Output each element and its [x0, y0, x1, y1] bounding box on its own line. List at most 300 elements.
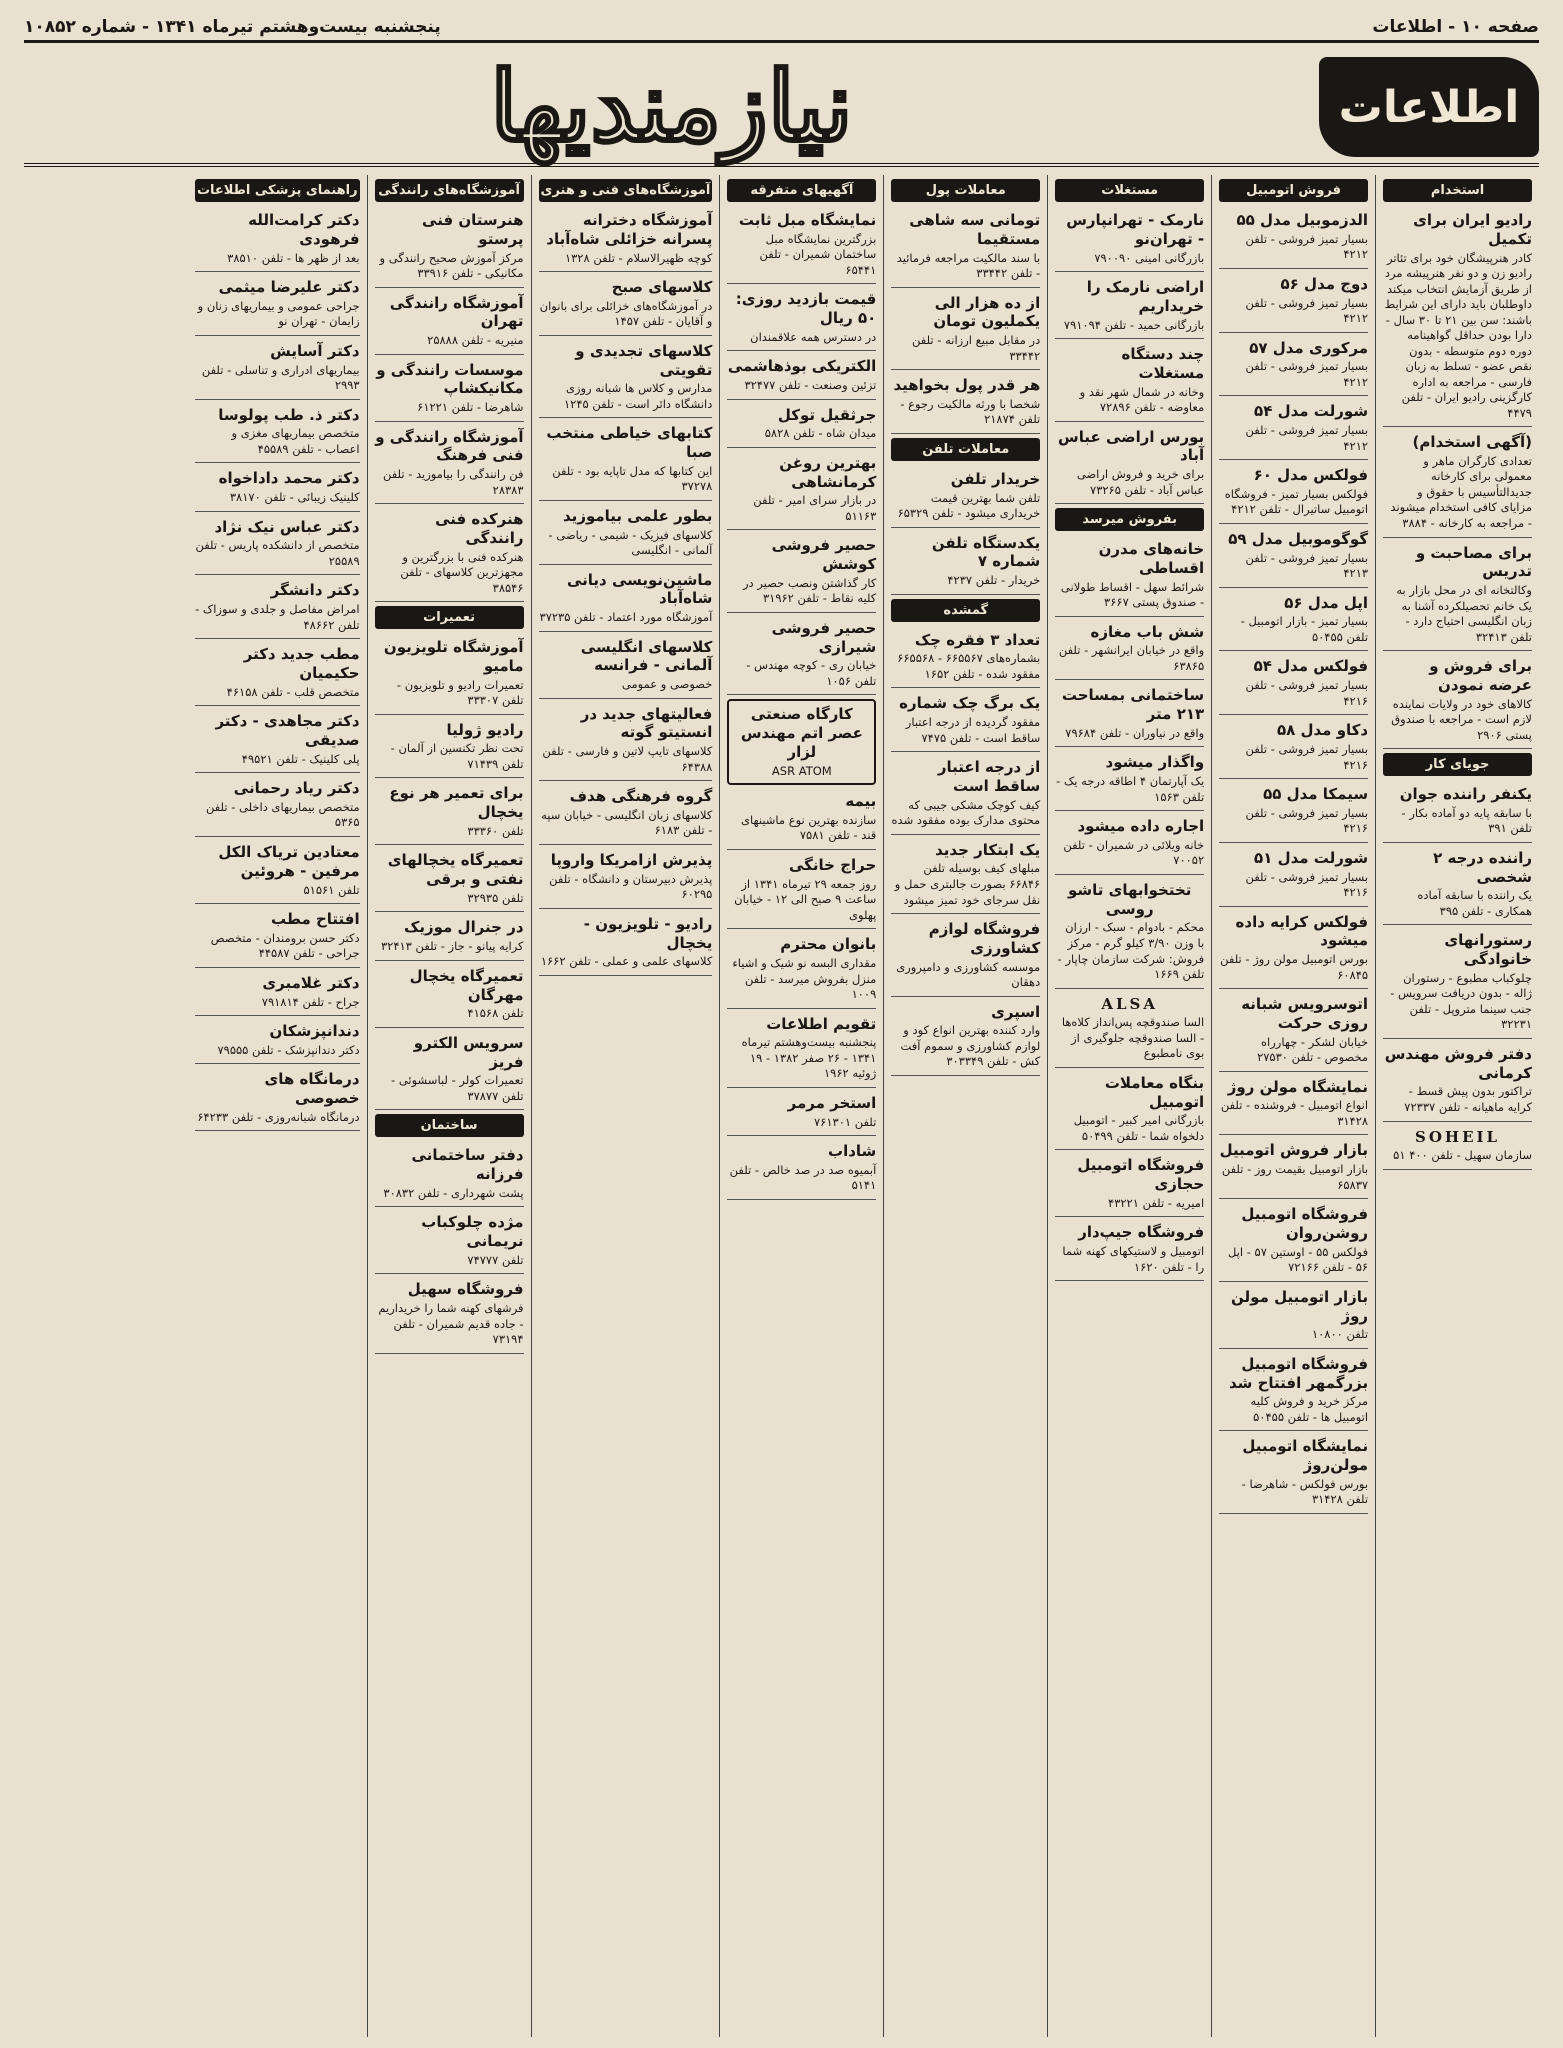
ad-body: تعمیرات کولر - لباسشوئی - تلفن ۳۷۸۷۷	[391, 1073, 524, 1103]
classified-ad	[1055, 1071, 1204, 1151]
ad-title: از ده هزار الی یکملیون تومان	[933, 293, 1041, 331]
ad-body: تلفن ۳۲۹۳۵	[467, 890, 524, 905]
classified-ad	[1055, 992, 1204, 1068]
ad-title: شاداب	[828, 1142, 877, 1161]
ad-body: مقداری البسه نو شیک و اشیاء منزل بفروش میرسد - تلفن ۱۰۰۹	[732, 956, 877, 1002]
ad-title: یکنفر راننده جوان	[1399, 785, 1532, 804]
ad-title: تومانی سه شاهی مستقیما	[909, 211, 1041, 248]
ad-title: فولکس کرایه داده میشود	[1235, 912, 1369, 950]
ad-title: دکتر ذ. طب پولوسا	[218, 405, 360, 424]
ad-body: کیف کوچک مشکی جیبی که محتوی مدارک بوده مفقود شده	[891, 797, 1041, 828]
ad-body: پنجشنبه بیست‌وهشتم تیرماه ۱۳۴۱ - ۲۶ صفر ۱۳۸۲ - ۱۹ ژوئیه ۱۹۶۲	[741, 1035, 877, 1081]
classified-ad	[727, 451, 876, 531]
column-1	[1211, 175, 1375, 2037]
ad-title: تعمیرگاه یخچال مهرگان	[409, 966, 524, 1004]
ad-body: خریدار - تلفن ۴۲۳۷	[947, 573, 1041, 588]
ad-title: الکتریکی بوذهاشمی	[727, 357, 877, 376]
classified-ad	[375, 781, 524, 845]
classified-ad	[1219, 1285, 1368, 1349]
ad-title: بورس اراضی عباس آباد	[1058, 427, 1205, 465]
ad-title: دکتر مجاهدی - دکتر صدیقی	[215, 712, 360, 749]
ad-title: خانه‌های مدرن اقساطی	[1098, 540, 1205, 577]
ad-body: کلینیک زیبائی - تلفن ۳۸۱۷۰	[229, 490, 360, 505]
ad-body: بورس اتومبیل مولن روژ - تلفن ۶۰۸۴۵	[1220, 952, 1369, 982]
classified-ad	[727, 1012, 876, 1088]
column-heading: آموزشگاه‌های فنی و هنری	[539, 179, 713, 202]
ad-title: رستورانهای خانوادگی	[1444, 931, 1532, 969]
ad-body: مرکز خرید و فروش کلیه اتومبیل ها - تلفن ۵۰۴۵۵	[1250, 1394, 1369, 1424]
ad-title: بانوان محترم	[780, 935, 877, 954]
ad-body: خیابان لشکر - چهارراه مخصوص - تلفن ۲۷۵۳۰	[1257, 1034, 1369, 1065]
ad-title: فروشگاه اتومبیل روشن‌روان	[1241, 1205, 1369, 1242]
column-heading: معاملات پول	[891, 179, 1040, 202]
ad-title: خریدار تلفن	[950, 469, 1041, 488]
ad-body: وکالتخانه ای در محل بازار به یک خانم تحصیلکرده آشنا به زبان انگلیسی احتیاج دارد - تلفن ۳۲۴۱۳	[1396, 583, 1532, 644]
classified-ad	[1219, 1138, 1368, 1199]
classified-ad	[1055, 814, 1204, 875]
classified-ad	[727, 699, 876, 785]
ad-title: حراج خانگی	[789, 855, 877, 874]
ad-title: سرویس الکترو فریز	[413, 1033, 524, 1071]
column-7	[188, 175, 367, 2037]
classified-ad	[1219, 1075, 1368, 1136]
ad-title: کلاسهای تجدیدی و تقویتی	[575, 341, 713, 379]
ad-body: منیریه - تلفن ۲۵۸۸۸	[427, 333, 524, 348]
classified-ad	[375, 1031, 524, 1111]
ad-body: پذیرش دبیرستان و دانشگاه - تلفن ۶۰۲۹۵	[549, 871, 713, 902]
ad-title: (آگهی استخدام)	[1412, 433, 1532, 452]
classified-ad	[195, 642, 360, 706]
classified-ad	[1055, 750, 1204, 811]
ad-body: تعدادی کارگران ماهر و معمولی برای کارخانه جدیدالتأسیس با حقوق و مزایای کافی استخدام میشوند - مراجعه به کارخانه - ۳۸۸۴	[1390, 453, 1532, 530]
ad-title: فروشگاه جیپ‌دار	[1078, 1223, 1205, 1242]
ad-title: نارمک - تهرانپارس - تهران‌نو	[1066, 211, 1205, 248]
ad-body: واقع در خیابان ایرانشهر - تلفن ۶۳۸۶۵	[1058, 643, 1205, 673]
ad-body: فن رانندگی را بیاموزید - تلفن ۲۸۳۸۳	[382, 467, 524, 497]
ad-body: اتومبیل و لاستیکهای کهنه شما را - تلفن ۱۶۲۰	[1062, 1244, 1205, 1274]
ad-title: دندانپزشکان	[269, 1022, 360, 1041]
ad-body: بورس فولکس - شاهرضا - تلفن ۳۱۴۲۸	[1241, 1476, 1369, 1507]
classified-ad	[539, 339, 713, 419]
ad-body: موسسه کشاورزی و دامپروری دهقان	[896, 959, 1041, 990]
ad-body: کادر هنرپیشگان خود برای تئاتر رادیو زن و دو نفر هنرپیشه مرد از طریق آزمایش انتخاب میکند داوطلبان باید دارای این شرایط باشند: سن بین ۲۱ تا ۳۰ سال - دارا بودن حداقل گواهینامه دوره دوم متوسطه - بدون نقص عضو - تسلط به زبان فارسی - مراجعه به اداره کارگزینی رادیو ایران - تلفن ۴۴۷۹	[1384, 250, 1532, 420]
ad-title: دکتر دانشگر	[270, 581, 360, 600]
column-4	[719, 175, 883, 2037]
classified-ad	[891, 1000, 1040, 1076]
ad-title: هنرکده فنی رانندگی	[435, 510, 524, 547]
column-heading: آگهیهای متفرقه	[727, 179, 876, 202]
classified-ad	[539, 208, 713, 272]
classified-ad	[539, 568, 713, 632]
ad-title: بهترین روغن کرمانشاهی	[779, 453, 877, 491]
ad-body: متخصص بیماریهای داخلی - تلفن ۵۳۶۵	[205, 799, 360, 830]
classified-ad	[1383, 1125, 1532, 1170]
ad-body: در بازار سرای امیر - تلفن ۵۱۱۶۳	[753, 493, 877, 523]
ad-title: موسسات رانندگی و مکانیکشاپ	[376, 360, 524, 398]
ad-title: فروشگاه سهیل	[407, 1280, 524, 1299]
ad-title: فعالیتهای جدید در انستیتو گوته	[580, 704, 713, 742]
classified-ad	[375, 291, 524, 355]
classified-ad	[1383, 846, 1532, 926]
ad-title: گروه فرهنگی هدف	[569, 787, 713, 806]
ad-body: محکم - بادوام - سبک - ارزان با وزن ۳/۹۰ کیلو گرم - مرکز فروش: شرکت سازمان چاپار - تلفن ۱۶۶۹	[1057, 920, 1205, 982]
classified-ad	[539, 702, 713, 782]
classified-ad	[891, 208, 1040, 288]
classified-ad	[1383, 654, 1532, 749]
ad-title: مرکوری مدل ۵۷	[1249, 338, 1369, 357]
ad-title: آموزشگاه دخترانه پسرانه خزائلی شاه‌آباد	[546, 211, 713, 248]
masthead-banner	[24, 51, 1539, 167]
classified-ad	[1383, 1042, 1532, 1122]
ad-title: حصیر فروشی شیرازی	[771, 618, 877, 656]
ad-title: نمایشگاه اتومبیل مولن‌روژ	[1242, 1437, 1369, 1475]
classified-ad	[539, 848, 713, 909]
ad-title: تقویم اطلاعات	[766, 1014, 877, 1033]
ad-title: یک ابتکار جدید	[935, 840, 1041, 859]
ad-body: تعمیرات رادیو و تلویزیون - تلفن ۳۳۳۰۷	[396, 677, 524, 708]
classified-ad	[1055, 275, 1204, 339]
ad-body: با سابقه پایه دو آماده بکار - تلفن ۳۹۱	[1401, 805, 1532, 836]
classified-ad	[891, 691, 1040, 752]
classified-ad	[195, 840, 360, 904]
classified-ad	[375, 1277, 524, 1353]
classified-ad	[195, 208, 360, 272]
ad-title: نمایشگاه مبل ثابت	[738, 211, 877, 229]
ad-body: وارد کننده بهترین انواع کود و لوازم کشاورزی و سموم آفت کش - تلفن ۳۰۳۳۴۹	[900, 1023, 1041, 1069]
ad-title: در جنرال موزیک	[404, 918, 524, 937]
ad-body: بسیار تمیز فروشی - تلفن ۴۲۱۲	[1245, 359, 1369, 389]
classified-ad	[727, 403, 876, 448]
ad-body: متخصص قلب - تلفن ۴۶۱۵۸	[226, 684, 360, 699]
ad-title: درمانگاه های خصوصی	[264, 1070, 360, 1108]
classified-ad	[727, 853, 876, 929]
classified-ad	[539, 784, 713, 845]
page-header	[24, 14, 1539, 43]
classified-ad	[727, 616, 876, 696]
ad-title: آموزشگاه رانندگی و فنی فرهنگ	[375, 427, 524, 465]
ad-title: آموزشگاه تلویزیون مامیو	[383, 638, 524, 675]
classified-ad	[539, 912, 713, 976]
ad-body: بعد از ظهر ها - تلفن ۳۸۵۱۰	[227, 250, 360, 265]
classified-ad	[195, 515, 360, 576]
ad-body: کالاهای خود در ولایات نماینده لازم است - مراجعه با صندوق پستی ۲۹۰۶	[1391, 696, 1532, 742]
ad-body: سازمان سهیل - تلفن ۴۰۰ ۵۱	[1393, 1148, 1532, 1163]
classified-ad	[1219, 910, 1368, 990]
ad-title: دکتر محمد داداخواه	[218, 469, 360, 488]
ad-title: فروشگاه اتومبیل بزرگمهر افتتاح شد	[1228, 1354, 1369, 1392]
classified-ad	[375, 848, 524, 912]
ad-body: ASR ATOM	[771, 763, 832, 778]
ad-title: اپل مدل ۵۶	[1284, 593, 1369, 612]
ad-body: تلفن ۷۶۱۳۰۱	[813, 1114, 877, 1129]
ad-body: بازرگانی امیر کبیر - اتومبیل دلخواه شما - تلفن ۵۰۴۹۹	[1073, 1113, 1205, 1143]
ad-title: مژده چلوکباب نریمانی	[421, 1213, 524, 1251]
column-3	[883, 175, 1047, 2037]
ad-title: دکتر ریاد رحمانی	[233, 779, 360, 798]
ad-title: کلاسهای انگلیسی آلمانی - فرانسه	[580, 637, 713, 675]
ad-title: کلاسهای صبح	[611, 278, 713, 297]
classified-ad	[375, 208, 524, 288]
ad-body: فولکس ۵۵ - اوستین ۵۷ - اپل ۵۶ - تلفن ۷۲۱۶۶	[1227, 1244, 1369, 1275]
classified-ad	[1219, 399, 1368, 460]
classified-ad	[891, 628, 1040, 689]
classified-ad	[375, 635, 524, 715]
column-heading: فروش اتومبیل	[1219, 179, 1368, 202]
ad-title: ماشین‌نویسی دیانی شاه‌آباد	[566, 570, 713, 608]
ad-body: خیابان ری - کوچه مهندس - تلفن ۱۰۵۶	[746, 658, 877, 688]
ad-body: کرایه پیانو - جاز - تلفن ۳۲۴۱۳	[380, 939, 524, 954]
ad-title: هر قدر پول بخواهید	[893, 376, 1041, 395]
ad-body: بسیار تمیز فروشی - تلفن ۴۲۱۳	[1245, 550, 1369, 581]
classifieds-columns	[24, 175, 1539, 2037]
classified-ad	[375, 964, 524, 1028]
ad-body: بشماره‌های ۶۶۵۵۶۷ - ۶۶۵۵۶۸ مفقود شده - تلفن ۱۶۵۲	[897, 651, 1041, 681]
ad-body: فرشهای کهنه شما را خریداریم - جاده قدیم شمیران - تلفن ۷۳۱۹۴	[378, 1301, 524, 1347]
classified-ad	[891, 838, 1040, 914]
classified-ad	[1219, 463, 1368, 524]
ad-title: بیمه	[845, 792, 877, 811]
ad-title: فولکس مدل ۶۰	[1253, 466, 1369, 485]
ad-body: مرکز آموزش صحیح رانندگی و مکانیکی - تلفن ۳۳۹۱۶	[379, 250, 524, 281]
ad-body: بسیار تمیز فروشی - تلفن ۴۲۱۲	[1245, 423, 1369, 453]
classified-ad	[375, 718, 524, 779]
classified-ad	[727, 1091, 876, 1136]
ad-title: آموزشگاه رانندگی تهران	[389, 293, 524, 331]
ad-title: بازار اتومبیل مولن روژ	[1231, 1287, 1369, 1325]
ad-title: قیمت بازدید روزی: ۵۰ ریال	[735, 290, 877, 328]
classified-ad	[375, 507, 524, 602]
ad-title: SOHEIL	[1415, 1127, 1501, 1146]
ad-body: با سند مالکیت مراجعه فرمائید - تلفن ۳۳۴۴۲	[896, 250, 1041, 281]
classified-ad	[539, 275, 713, 336]
column-6	[367, 175, 531, 2037]
classified-ad	[1219, 718, 1368, 779]
ad-title: دکتر عباس نیک نژاد	[214, 517, 360, 536]
ad-body: شخصا با ورثه مالکیت رجوع - تلفن ۲۱۸۷۴	[900, 396, 1041, 427]
ad-title: شورلت مدل ۵۴	[1254, 402, 1369, 421]
ad-title: دکتر آسایش	[270, 341, 360, 360]
ad-title: پذیرش ازامریکا واروپا	[550, 850, 713, 869]
ad-title: ساختمانی بمساحت ۲۱۳ متر	[1061, 686, 1205, 724]
ad-body: وخانه در شمال شهر نقد و معاوضه - تلفن ۷۲۸۹۶	[1079, 384, 1205, 415]
ad-title: اسپری	[991, 1002, 1041, 1021]
classified-ad	[727, 354, 876, 399]
ad-title: واگذار میشود	[1105, 753, 1205, 772]
ad-body: جراحی عمومی و بیماریهای زنان و زایمان - تهران نو	[197, 298, 360, 329]
ad-title: گوگوموبیل مدل ۵۹	[1228, 529, 1369, 548]
classified-ad	[1383, 782, 1532, 843]
ad-title: تعمیرگاه یخچالهای نفتی و برقی	[387, 851, 524, 889]
ad-title: معتادین تریاک الکل مرفین - هروئین	[218, 843, 360, 880]
ad-body: در دسترس همه علاقمندان	[750, 329, 877, 344]
ad-body: بازار اتومبیل بقیمت روز - تلفن ۶۵۸۳۷	[1221, 1162, 1369, 1192]
classified-ad	[891, 291, 1040, 371]
ad-title: بطور علمی بیاموزید	[563, 506, 713, 525]
ad-title: کتابهای خیاطی منتخب صبا	[546, 424, 713, 462]
classified-ad	[891, 917, 1040, 997]
classified-ad	[1219, 272, 1368, 333]
ad-body: چلوکباب مطبوع - رستوران ژاله - بدون دریافت سرویس - جنب سینما متروپل - تلفن ۳۲۲۳۱	[1390, 970, 1532, 1032]
classified-ad	[195, 1019, 360, 1064]
classified-ad	[1219, 782, 1368, 843]
classified-ad	[539, 504, 713, 565]
section-masthead: نیازمندیها	[490, 50, 853, 163]
classified-ad	[195, 709, 360, 773]
ad-title: فروشگاه لوازم کشاورزی	[928, 920, 1041, 957]
section-heading: گمشده	[891, 599, 1040, 622]
ad-body: دکتر حسن برومندان - متخصص جراحی - تلفن ۴۴۵۸۷	[210, 930, 360, 961]
classified-ad	[1219, 591, 1368, 652]
column-heading: آموزشگاه‌های رانندگی	[375, 179, 524, 202]
ad-body: دکتر دندانپزشک - تلفن ۷۹۵۵۵	[217, 1042, 360, 1057]
ad-body: امیریه - تلفن ۴۳۲۲۱	[1108, 1195, 1205, 1210]
ad-title: فولکس مدل ۵۴	[1253, 657, 1369, 676]
ad-body: آبمیوه صد در صد خالص - تلفن ۵۱۴۱	[729, 1162, 877, 1193]
ad-body: بزرگترین نمایشگاه مبل ساختمان شمیران - تلفن ۶۵۴۴۱	[759, 231, 877, 277]
classified-ad	[891, 467, 1040, 528]
ad-body: انواع اتومبیل - فروشنده - تلفن ۳۱۴۲۸	[1220, 1098, 1369, 1128]
ad-title: ALSA	[1101, 994, 1159, 1013]
classified-ad	[1219, 527, 1368, 588]
ad-title: شش باب مغازه	[1090, 622, 1205, 641]
ad-title: یک برگ چک شماره	[899, 694, 1041, 713]
classified-ad	[1219, 1202, 1368, 1282]
ad-body: کلاسهای علمی و عملی - تلفن ۱۶۶۲	[540, 954, 713, 969]
classified-ad	[1055, 342, 1204, 422]
ad-body: بسیار تمیز فروشی - تلفن ۴۲۱۲	[1245, 231, 1369, 262]
column-0	[1375, 175, 1539, 2037]
classified-ad	[1055, 878, 1204, 989]
classified-ad	[727, 1139, 876, 1200]
ad-body: تلفن ۳۳۳۶۰	[467, 823, 524, 838]
ad-title: دفتر ساختمانی فرزانه	[411, 1146, 524, 1184]
section-heading: معاملات تلفن	[891, 438, 1040, 461]
classified-ad	[1383, 928, 1532, 1039]
classified-ad	[375, 1143, 524, 1207]
ad-body: هنرکده فنی با بزرگترین و مجهزترین کلاسهای - تلفن ۳۸۵۴۶	[400, 549, 524, 595]
ad-body: تلفن ۱۰۸۰۰	[1311, 1327, 1369, 1342]
ad-body: برای خرید و فروش اراضی عباس آباد - تلفن ۷۳۲۶۵	[1076, 467, 1205, 497]
ad-title: راننده درجه ۲ شخصی	[1433, 848, 1532, 886]
classified-ad	[1055, 537, 1204, 617]
section-heading: ساختمان	[375, 1114, 524, 1137]
ad-body: السا صندوقچه پس‌انداز کلاه‌ها - السا صندوقچه جلوگیری از بوی نامطبوع	[1061, 1015, 1205, 1061]
page-header-right: صفحه ۱۰ - اطلاعات	[1372, 17, 1539, 37]
ad-body: بازرگانی حمید - تلفن ۷۹۱۰۹۴	[1063, 317, 1205, 332]
classified-ad	[1219, 1352, 1368, 1432]
ad-body: آموزشگاه مورد اعتماد - تلفن ۳۷۲۳۵	[539, 610, 713, 625]
column-2	[1047, 175, 1211, 2037]
ad-title: بازار فروش اتومبیل	[1219, 1141, 1369, 1160]
ad-title: چند دستگاه مستغلات	[1121, 345, 1205, 382]
ad-body: تحت نظر تکنسین از آلمان - تلفن ۷۱۴۳۹	[390, 741, 524, 771]
classified-ad	[727, 789, 876, 850]
classified-ad	[1055, 208, 1204, 272]
ad-body: یک آپارتمان ۴ اطاقه درجه یک - تلفن ۱۵۶۳	[1056, 774, 1205, 804]
classified-ad	[195, 578, 360, 639]
column-heading: راهنمای پزشکی اطلاعات	[195, 179, 360, 202]
ad-title: بنگاه معاملات اتومبیل	[1104, 1073, 1205, 1111]
ad-title: یکدستگاه تلفن شماره ۷	[931, 533, 1041, 571]
classified-ad	[1219, 846, 1368, 907]
classified-ad	[195, 466, 360, 511]
ad-title: مطب جدید دکتر حکیمیان	[243, 645, 360, 682]
ad-body: تراکتور بدون پیش قسط - کرایه ماهیانه - تلفن ۷۲۳۳۷	[1404, 1084, 1532, 1114]
ad-body: کلاسهای زبان انگلیسی - خیابان سپه - تلفن ۶۱۸۳	[541, 807, 713, 838]
ad-title: دکتر کرامت‌الله فرهودی	[248, 211, 360, 248]
ad-body: کوچه ظهیرالاسلام - تلفن ۱۳۲۸	[564, 250, 713, 265]
ad-title: اتوسرویس شبانه روزی حرکت	[1241, 995, 1369, 1032]
classified-ad	[1219, 1434, 1368, 1514]
ad-title: رادیو ژولیا	[446, 720, 524, 739]
ad-body: جراح - تلفن ۷۹۱۸۱۴	[261, 994, 360, 1009]
section-heading: تعمیرات	[375, 606, 524, 629]
ad-body: تلفن ۴۱۵۶۸	[467, 1006, 524, 1021]
classified-ad	[195, 907, 360, 968]
ad-title: دکتر غلامبری	[262, 973, 360, 992]
classified-ad	[1055, 1220, 1204, 1281]
ad-title: برای مصاحبت و تدریس	[1415, 543, 1532, 581]
ad-body: خانه ویلائی در شمیران - تلفن ۷۰۰۵۲	[1063, 837, 1205, 868]
classified-ad	[195, 403, 360, 464]
ad-body: بسیار تمیز فروشی - تلفن ۴۲۱۲	[1245, 295, 1369, 326]
classified-ad	[891, 755, 1040, 835]
classified-ad	[195, 275, 360, 336]
classified-ad	[1219, 654, 1368, 715]
classified-ad	[727, 533, 876, 613]
classified-ad	[195, 1067, 360, 1131]
ad-title: الدزموبیل مدل ۵۵	[1236, 211, 1369, 229]
ad-body: پشت شهرداری - تلفن ۳۰۸۳۲	[383, 1185, 524, 1200]
classified-ad	[727, 287, 876, 351]
classified-ad	[375, 425, 524, 505]
ad-body: این کتابها که مدل تاپایه بود - تلفن ۳۷۲۷۸	[552, 463, 713, 494]
ad-body: مبلهای کیف بوسیله تلفن ۶۶۸۴۶ بصورت جالبتری حمل و نقل سرجای خود تمیز میشود	[894, 861, 1041, 907]
ad-body: واقع در نیاوران - تلفن ۷۹۶۸۴	[1065, 725, 1205, 740]
ad-body: شاهرضا - تلفن ۶۱۲۲۱	[417, 400, 524, 415]
ad-title: رادیو ایران برای تکمیل	[1413, 211, 1532, 248]
ad-title: حصیر فروشی کوشش	[771, 536, 877, 574]
classified-ad	[375, 1210, 524, 1274]
ad-body: امراض مفاصل و جلدی و سوزاک - تلفن ۴۸۶۶۲	[195, 602, 360, 632]
ad-body: بیماریهای ادراری و تناسلی - تلفن ۲۹۹۳	[201, 362, 360, 393]
ad-body: میدان شاه - تلفن ۵۸۲۸	[764, 426, 877, 441]
ad-title: دفتر فروش مهندس کرمانی	[1384, 1044, 1532, 1082]
ad-body: خصوصی و عمومی	[621, 677, 713, 692]
classified-ad	[375, 358, 524, 422]
classified-ad	[195, 971, 360, 1016]
classified-ad	[891, 373, 1040, 434]
ad-title: برای فروش و عرضه نمودن	[1429, 657, 1532, 694]
ad-body: بازرگانی امینی ۷۹۰۰۹۰	[1094, 250, 1205, 265]
classified-ad	[1219, 336, 1368, 397]
column-heading: استخدام	[1383, 179, 1532, 202]
classified-ad	[1055, 1153, 1204, 1217]
classified-ad	[727, 932, 876, 1008]
ad-body: فولکس بسیار تمیز - فروشگاه اتومبیل ساتیرال - تلفن ۴۲۱۲	[1224, 486, 1369, 517]
ad-body: مدارس و کلاس ها شبانه‌ روزی دانشگاه دائر است - تلفن ۱۲۴۵	[563, 381, 713, 411]
page-header-left: پنجشنبه بیست‌وهشتم تیرماه ۱۳۴۱ - شماره ۱۰۸۵۲	[24, 17, 441, 37]
ad-title: دکتر علیرضا میثمی	[218, 278, 360, 297]
ad-title: نمایشگاه مولن روژ	[1227, 1077, 1369, 1096]
classified-ad	[195, 339, 360, 400]
ad-body: مفقود گردیده از درجه اعتبار ساقط است - تلفن ۷۴۷۵	[905, 715, 1041, 745]
ad-body: در مقابل مبیع ارزانه - تلفن ۳۳۴۴۲	[912, 333, 1041, 363]
ad-title: اجاره داده میشود	[1077, 817, 1205, 836]
classified-ad	[1383, 208, 1532, 427]
classified-ad	[1383, 541, 1532, 652]
classified-ad	[1383, 430, 1532, 537]
